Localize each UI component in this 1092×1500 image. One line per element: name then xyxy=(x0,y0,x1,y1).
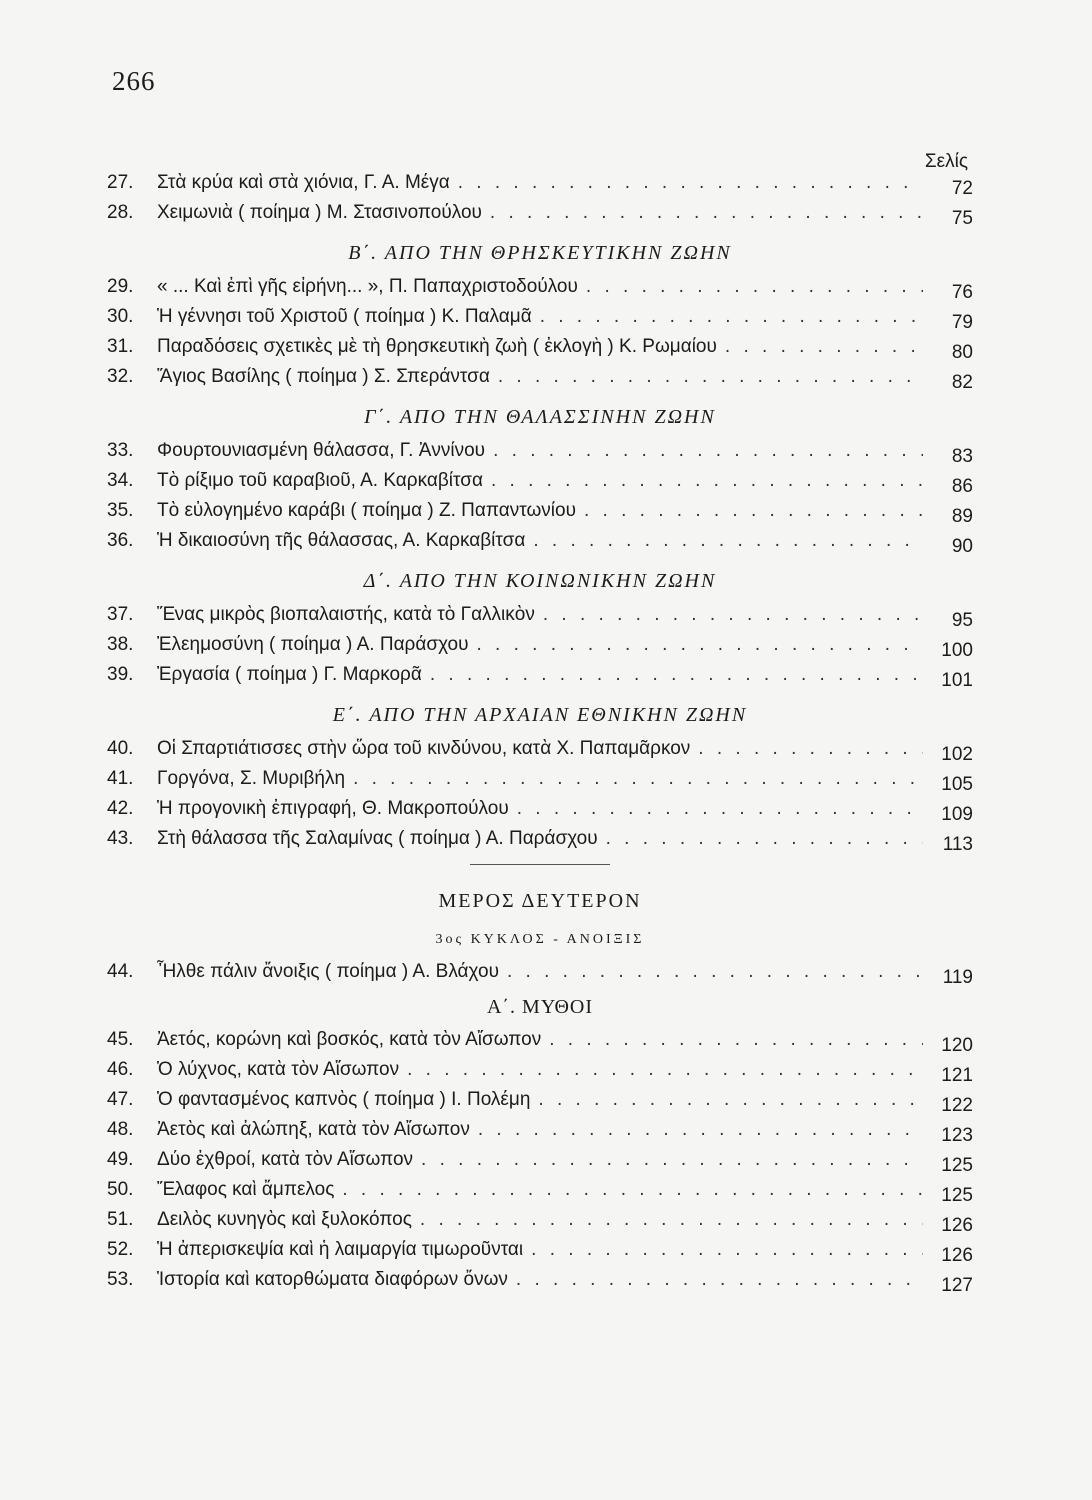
toc-entry-title: Ἐργασία ( ποίημα ) Γ. Μαρκορᾶ xyxy=(157,664,422,685)
toc-entry xyxy=(107,1265,973,1295)
toc-entry-page: 100 xyxy=(941,640,973,661)
toc-entry-number: 46. xyxy=(107,1059,134,1080)
dot-leader xyxy=(420,1205,923,1235)
toc-entry-title: Γοργόνα, Σ. Μυριβήλη xyxy=(157,768,346,789)
toc-entry xyxy=(107,734,973,764)
toc-entry-title: Ἕνας μικρὸς βιοπαλαιστής, κατὰ τὸ Γαλλικὸν xyxy=(157,604,535,625)
toc-entry-title: Ἡ ἀπερισκεψία καὶ ἡ λαιμαργία τιμωροῦνται xyxy=(157,1239,524,1260)
page-column-header: Σελίς xyxy=(924,151,968,172)
toc-entry-number: 40. xyxy=(107,738,134,759)
dot-leader xyxy=(725,332,923,362)
toc-group xyxy=(107,1025,973,1295)
toc-entry-page: 122 xyxy=(941,1095,973,1116)
toc-entry-number: 27. xyxy=(107,172,134,193)
toc-entry xyxy=(107,466,973,496)
toc-entry-number: 43. xyxy=(107,828,134,849)
toc-entry-number: 50. xyxy=(107,1179,134,1200)
toc-entry-number: 35. xyxy=(107,500,134,521)
toc-entry xyxy=(107,1025,973,1055)
part-two-heading: ΜΕΡΟΣ ΔΕΥΤΕΡΟΝ xyxy=(438,890,642,912)
toc-entry-title: Ὁ φαντασμένος καπνὸς ( ποίημα ) Ι. Πολέμη xyxy=(157,1089,531,1110)
toc-entry-number: 36. xyxy=(107,530,134,551)
dot-leader xyxy=(478,1115,923,1145)
dot-leader xyxy=(584,496,923,526)
dot-leader xyxy=(540,302,923,332)
section-heading-myths: Α΄. ΜΥΘΟΙ xyxy=(486,996,594,1018)
toc-entry-page: 102 xyxy=(941,744,973,765)
dot-leader xyxy=(353,764,923,794)
toc-entry-number: 41. xyxy=(107,768,134,789)
dot-leader xyxy=(493,436,923,466)
toc-entry-page: 95 xyxy=(951,610,973,631)
toc-entry-number: 38. xyxy=(107,634,134,655)
toc-entry xyxy=(107,660,973,690)
toc-entry xyxy=(107,1175,973,1205)
toc-entry xyxy=(107,1235,973,1265)
toc-entry-number: 49. xyxy=(107,1149,134,1170)
toc-entry xyxy=(107,1115,973,1145)
dot-leader xyxy=(586,272,923,302)
toc-group xyxy=(107,436,973,556)
toc-group xyxy=(107,272,973,392)
toc-entry-number: 31. xyxy=(107,336,134,357)
toc-group xyxy=(107,168,973,228)
toc-entry xyxy=(107,764,973,794)
cycle-heading: 3ος ΚΥΚΛΟΣ - ΑΝΟΙΞΙΣ xyxy=(435,932,645,947)
toc-entry xyxy=(107,794,973,824)
toc-entry xyxy=(107,526,973,556)
toc-entry-page: 101 xyxy=(941,670,973,691)
toc-entry-page: 109 xyxy=(941,804,973,825)
dot-leader xyxy=(342,1175,923,1205)
toc-entry-number: 51. xyxy=(107,1209,134,1230)
toc-entry-number: 52. xyxy=(107,1239,134,1260)
toc-entry-title: Παραδόσεις σχετικὲς μὲ τὴ θρησκευτικὴ ζωὴ ( ἐκλογὴ ) Κ. Ρωμαίου xyxy=(157,336,717,357)
toc-entry-page: 113 xyxy=(942,834,973,855)
toc-entry-number: 32. xyxy=(107,366,134,387)
section-heading-ancient: Ε΄. ΑΠΟ ΤΗΝ ΑΡΧΑΙΑΝ ΕΘΝΙΚΗΝ ΖΩΗΝ xyxy=(332,704,748,726)
dot-leader xyxy=(517,794,923,824)
toc-entry-title: Ἔλαφος καὶ ἄμπελος xyxy=(157,1179,335,1200)
toc-entry-page: 120 xyxy=(941,1035,973,1056)
dot-leader xyxy=(458,168,923,198)
toc-entry-title: Τὸ ρίξιμο τοῦ καραβιοῦ, Α. Καρκαβίτσα xyxy=(157,470,483,491)
toc-entry xyxy=(107,957,973,987)
toc-entry xyxy=(107,436,973,466)
toc-entry-title: Οἱ Σπαρτιάτισσες στὴν ὥρα τοῦ κινδύνου, κατὰ Χ. Παπαμᾶρκον xyxy=(157,738,691,759)
toc-entry-page: 83 xyxy=(951,446,973,467)
dot-leader xyxy=(531,1235,923,1265)
toc-entry-number: 48. xyxy=(107,1119,134,1140)
toc-entry-number: 33. xyxy=(107,440,134,461)
dot-leader xyxy=(538,1085,923,1115)
toc-entry-title: Τὸ εὐλογημένο καράβι ( ποίημα ) Ζ. Παπαντωνίου xyxy=(157,500,576,521)
toc-entry-number: 42. xyxy=(107,798,134,819)
toc-entry xyxy=(107,1085,973,1115)
toc-entry-title: Ἡ προγονικὴ ἐπιγραφή, Θ. Μακροπούλου xyxy=(157,798,509,819)
dot-leader xyxy=(533,526,923,556)
toc-group xyxy=(107,734,973,854)
dot-leader xyxy=(421,1145,923,1175)
toc-entry-page: 126 xyxy=(941,1245,973,1266)
toc-entry-title: Χειμωνιὰ ( ποίημα ) Μ. Στασινοπούλου xyxy=(157,202,482,223)
toc-entry xyxy=(107,496,973,526)
toc-entry-page: 123 xyxy=(941,1125,973,1146)
toc-entry-number: 45. xyxy=(107,1029,134,1050)
toc-group xyxy=(107,600,973,690)
toc-entry-page: 72 xyxy=(951,178,973,199)
dot-leader xyxy=(698,734,923,764)
toc-entry xyxy=(107,1145,973,1175)
toc-entry-page: 90 xyxy=(951,536,973,557)
toc-entry-title: Φουρτουνιασμένη θάλασσα, Γ. Ἀννίνου xyxy=(157,440,486,461)
section-heading-religious: Β΄. ΑΠΟ ΤΗΝ ΘΡΗΣΚΕΥΤΙΚΗΝ ΖΩΗΝ xyxy=(348,242,732,264)
toc-entry-title: Στὰ κρύα καὶ στὰ χιόνια, Γ. Α. Μέγα xyxy=(157,172,450,193)
toc-entry xyxy=(107,272,973,302)
toc-entry-title: Ἡ δικαιοσύνη τῆς θάλασσας, Α. Καρκαβίτσα xyxy=(157,530,526,551)
toc-entry-title: Ἐλεημοσύνη ( ποίημα ) Α. Παράσχου xyxy=(157,634,469,655)
toc-entry-page: 82 xyxy=(951,372,973,393)
dot-leader xyxy=(491,466,923,496)
toc-entry-number: 30. xyxy=(107,306,134,327)
toc-entry-page: 127 xyxy=(941,1275,973,1296)
section-divider xyxy=(470,864,610,865)
toc-entry-page: 125 xyxy=(941,1185,973,1206)
dot-leader xyxy=(606,824,923,854)
toc-entry-title: Ἦλθε πάλιν ἄνοιξις ( ποίημα ) Α. Βλάχου xyxy=(157,961,499,982)
toc-entry-title: Στὴ θάλασσα τῆς Σαλαμίνας ( ποίημα ) Α. Παράσχου xyxy=(157,828,598,849)
toc-entry-title: Ἱστορία καὶ κατορθώματα διαφόρων ὄνων xyxy=(157,1269,508,1290)
section-heading-social: Δ΄. ΑΠΟ ΤΗΝ ΚΟΙΝΩΝΙΚΗΝ ΖΩΗΝ xyxy=(363,570,717,592)
toc-entry-title: Ὁ λύχνος, κατὰ τὸν Αἴσωπον xyxy=(157,1059,400,1080)
toc-entry-page: 76 xyxy=(951,282,973,303)
toc-entry-page: 121 xyxy=(941,1065,973,1086)
section-heading-sea: Γ΄. ΑΠΟ ΤΗΝ ΘΑΛΑΣΣΙΝΗΝ ΖΩΗΝ xyxy=(364,406,716,428)
toc-entry-page: 119 xyxy=(942,967,973,988)
toc-entry xyxy=(107,630,973,660)
toc-entry xyxy=(107,362,973,392)
toc-group xyxy=(107,957,973,987)
toc-entry xyxy=(107,824,973,854)
dot-leader xyxy=(543,600,923,630)
dot-leader xyxy=(516,1265,923,1295)
toc-entry-page: 80 xyxy=(951,342,973,363)
toc-entry-number: 37. xyxy=(107,604,134,625)
table-of-contents xyxy=(107,168,973,1295)
toc-entry xyxy=(107,168,973,198)
toc-entry-title: Ἡ γέννησι τοῦ Χριστοῦ ( ποίημα ) Κ. Παλαμᾶ xyxy=(157,306,532,327)
toc-entry xyxy=(107,1205,973,1235)
dot-leader xyxy=(477,630,924,660)
toc-entry-number: 28. xyxy=(107,202,134,223)
toc-entry-page: 75 xyxy=(951,208,973,229)
toc-entry-number: 34. xyxy=(107,470,134,491)
toc-entry-number: 44. xyxy=(107,961,134,982)
dot-leader xyxy=(430,660,923,690)
toc-entry-number: 53. xyxy=(107,1269,134,1290)
toc-entry-page: 125 xyxy=(941,1155,973,1176)
toc-entry xyxy=(107,302,973,332)
toc-entry xyxy=(107,332,973,362)
toc-entry xyxy=(107,600,973,630)
toc-entry-number: 39. xyxy=(107,664,134,685)
dot-leader xyxy=(490,198,923,228)
toc-entry-title: Δειλὸς κυνηγὸς καὶ ξυλοκόπος xyxy=(157,1209,412,1230)
toc-entry-number: 47. xyxy=(107,1089,134,1110)
toc-entry xyxy=(107,1055,973,1085)
toc-entry-page: 105 xyxy=(941,774,973,795)
toc-entry-title: Ἅγιος Βασίλης ( ποίημα ) Σ. Σπεράντσα xyxy=(157,366,490,387)
toc-entry-number: 29. xyxy=(107,276,134,297)
toc-entry-title: Ἀετός, κορώνη καὶ βοσκός, κατὰ τὸν Αἴσωπον xyxy=(157,1029,542,1050)
toc-entry-page: 126 xyxy=(941,1215,973,1236)
toc-entry-title: Ἀετὸς καὶ ἀλώπηξ, κατὰ τὸν Αἴσωπον xyxy=(157,1119,470,1140)
dot-leader xyxy=(549,1025,923,1055)
dot-leader xyxy=(507,957,923,987)
toc-entry-title: « ... Καὶ ἐπὶ γῆς εἰρήνη... », Π. Παπαχριστοδούλου xyxy=(157,276,578,297)
toc-entry xyxy=(107,198,973,228)
page-number: 266 xyxy=(112,66,156,96)
dot-leader xyxy=(498,362,923,392)
toc-entry-page: 89 xyxy=(951,506,973,527)
toc-entry-page: 86 xyxy=(951,476,973,497)
toc-entry-page: 79 xyxy=(951,312,973,333)
dot-leader xyxy=(407,1055,923,1085)
toc-entry-title: Δύο ἐχθροί, κατὰ τὸν Αἴσωπον xyxy=(157,1149,414,1170)
